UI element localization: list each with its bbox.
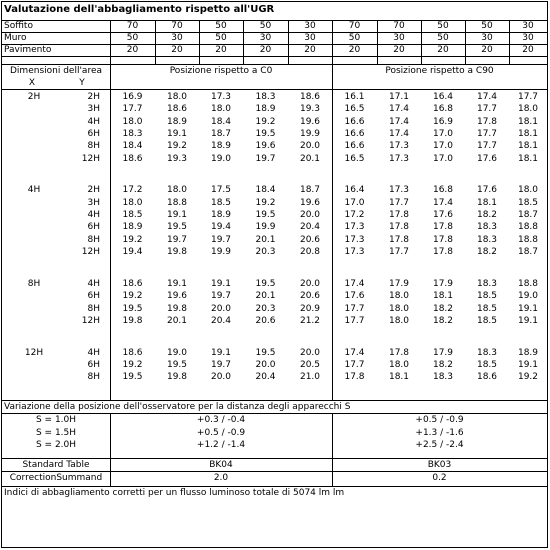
- ugr-value: 17.0: [432, 153, 454, 164]
- reflectance-value: 30: [304, 21, 316, 31]
- ugr-value: 16.5: [344, 153, 365, 164]
- ugr-value: 19.2: [255, 197, 276, 208]
- ugr-value: 19.1: [210, 278, 232, 289]
- ugr-value: 20.0: [210, 372, 232, 383]
- ugr-value: 18.9: [517, 347, 539, 358]
- ugr-value: 17.6: [476, 185, 498, 196]
- ugr-value: 18.5: [210, 197, 232, 208]
- ugr-value: 19.7: [210, 234, 232, 245]
- ugr-value: 20.3: [255, 303, 276, 314]
- standard-table-c0: BK04: [209, 460, 233, 470]
- ugr-value: 17.4: [344, 278, 365, 289]
- ugr-value: 17.3: [388, 185, 410, 196]
- ugr-value: 17.0: [432, 141, 454, 152]
- ugr-value: 17.8: [432, 222, 454, 233]
- ugr-value: 17.3: [344, 222, 365, 233]
- room-y-value: 4H: [87, 278, 100, 289]
- ugr-value: 18.4: [210, 116, 232, 127]
- ugr-value: 18.0: [388, 291, 410, 302]
- ugr-value: 18.0: [388, 315, 410, 326]
- ugr-value: 17.7: [476, 141, 498, 152]
- room-y-value: 6H: [87, 128, 100, 139]
- ugr-value: 18.1: [517, 141, 539, 152]
- ugr-value: 19.7: [210, 360, 232, 371]
- col-divider: [155, 20, 156, 64]
- ugr-value: 19.5: [122, 372, 143, 383]
- reflectance-value: 70: [126, 21, 139, 31]
- ugr-value: 19.2: [255, 116, 276, 127]
- ugr-value: 20.1: [255, 234, 276, 245]
- ugr-value: 18.2: [432, 360, 454, 371]
- reflectance-value: 20: [304, 45, 316, 55]
- room-y-value: 3H: [87, 197, 100, 208]
- ugr-value: 17.9: [388, 278, 410, 289]
- ugr-value: 17.0: [432, 128, 454, 139]
- ugr-value: 17.9: [432, 347, 454, 358]
- ugr-value: 16.6: [344, 128, 365, 139]
- ugr-value: 16.4: [344, 185, 365, 196]
- ugr-value: 17.8: [432, 234, 454, 245]
- ugr-value: 18.6: [122, 278, 143, 289]
- ugr-value: 18.8: [517, 234, 539, 245]
- spacing-label: S = 1.0H: [35, 415, 77, 425]
- ugr-value: 19.6: [299, 197, 321, 208]
- x-header: X: [28, 78, 36, 88]
- ugr-value: 18.2: [476, 246, 498, 257]
- col-divider: [332, 20, 333, 400]
- ugr-value: 19.9: [210, 246, 232, 257]
- ugr-value: 19.5: [255, 278, 276, 289]
- ugr-value: 18.3: [255, 92, 276, 102]
- reflectance-value: 20: [259, 45, 272, 55]
- ugr-value: 20.0: [210, 303, 232, 314]
- room-y-value: 6H: [87, 291, 100, 302]
- ugr-value: 20.1: [299, 153, 321, 164]
- room-y-value: 4H: [87, 210, 100, 221]
- ugr-value: 18.6: [122, 153, 143, 164]
- ugr-value: 17.7: [344, 303, 365, 314]
- col-divider: [288, 20, 289, 64]
- ugr-value: 17.3: [388, 153, 410, 164]
- ugr-value: 17.2: [122, 185, 143, 196]
- c0-variation: +0.5 / -0.9: [196, 427, 246, 438]
- col-divider: [509, 20, 510, 64]
- ugr-value: 18.9: [210, 210, 232, 221]
- ugr-value: 19.4: [210, 222, 232, 233]
- c90-header: Posizione rispetto a C90: [385, 66, 494, 76]
- header-divider: [2, 64, 547, 65]
- reflectance-value: 20: [215, 45, 227, 55]
- reflectance-label: Muro: [4, 33, 27, 43]
- ugr-value: 17.1: [388, 92, 410, 102]
- ugr-value: 19.1: [517, 315, 539, 326]
- ugr-value: 20.1: [255, 291, 276, 302]
- ugr-value: 20.3: [255, 246, 276, 257]
- spacing-label: S = 1.5H: [35, 427, 77, 438]
- ugr-value: 19.9: [255, 222, 276, 233]
- ugr-value: 18.6: [166, 104, 188, 115]
- ugr-value: 18.3: [476, 278, 498, 289]
- ugr-value: 17.8: [388, 347, 410, 358]
- ugr-value: 19.0: [517, 291, 539, 302]
- c90-variation: +1.3 / -1.6: [415, 427, 464, 438]
- col-divider: [243, 20, 244, 64]
- ugr-value: 16.4: [432, 92, 454, 102]
- room-y-value: 2H: [87, 92, 100, 102]
- ugr-value: 19.7: [255, 153, 276, 164]
- ugr-value: 19.0: [166, 347, 188, 358]
- ugr-value: 17.8: [388, 234, 410, 245]
- reflectance-value: 70: [393, 21, 405, 31]
- correction-c90: 0.2: [432, 473, 447, 483]
- ugr-value: 18.1: [517, 116, 539, 127]
- reflectance-value: 50: [215, 21, 227, 31]
- ugr-value: 19.1: [166, 210, 188, 221]
- c0-header: Posizione rispetto a C0: [169, 66, 273, 76]
- room-y-value: 12H: [81, 315, 100, 326]
- ugr-value: 16.8: [432, 185, 454, 196]
- ugr-value: 16.5: [344, 104, 365, 115]
- col-divider: [377, 20, 378, 64]
- col-divider: [465, 20, 466, 64]
- ugr-value: 17.6: [476, 153, 498, 164]
- correction-label: CorrectionSummand: [9, 473, 103, 483]
- room-y-value: 12H: [81, 153, 100, 164]
- ugr-value: 19.1: [166, 128, 188, 139]
- reflectance-value: 30: [304, 33, 316, 43]
- ugr-value: 17.7: [344, 360, 365, 371]
- c90-variation: +2.5 / -2.4: [415, 440, 464, 450]
- ugr-value: 17.3: [210, 92, 232, 102]
- ugr-value: 18.7: [517, 210, 539, 221]
- reflectance-value: 30: [393, 33, 405, 43]
- c0-variation: +1.2 / -1.4: [196, 440, 246, 450]
- ugr-value: 16.9: [432, 116, 454, 127]
- ugr-value: 19.9: [299, 128, 321, 139]
- room-y-value: 6H: [87, 360, 100, 371]
- ugr-value: 20.4: [299, 222, 321, 233]
- ugr-value: 18.3: [122, 128, 143, 139]
- ugr-value: 17.7: [476, 128, 498, 139]
- ugr-value: 20.6: [299, 291, 321, 302]
- ugr-value: 18.6: [122, 347, 143, 358]
- footer-note: Indici di abbagliamento corretti per un flusso luminoso totale di 5074 lm lm: [4, 488, 345, 498]
- room-y-value: 6H: [87, 222, 100, 233]
- ugr-value: 18.5: [476, 360, 498, 371]
- ugr-value: 19.1: [210, 347, 232, 358]
- ugr-value: 16.9: [122, 92, 143, 102]
- ugr-value: 17.4: [476, 92, 498, 102]
- ugr-value: 16.6: [344, 116, 365, 127]
- ugr-value: 19.6: [299, 116, 321, 127]
- room-y-value: 12H: [81, 246, 100, 257]
- ugr-value: 17.7: [122, 104, 143, 115]
- room-y-value: 8H: [87, 303, 100, 314]
- ugr-value: 17.4: [344, 347, 365, 358]
- ugr-value: 18.7: [517, 246, 539, 257]
- ugr-value: 18.4: [122, 141, 143, 152]
- room-y-value: 4H: [87, 347, 100, 358]
- room-y-value: 8H: [87, 141, 100, 152]
- ugr-value: 21.0: [299, 372, 321, 383]
- ugr-value: 18.0: [122, 116, 143, 127]
- reflectance-value: 20: [481, 45, 493, 55]
- c90-variation: +0.5 / -0.9: [415, 415, 464, 425]
- ugr-value: 18.9: [166, 116, 188, 127]
- ugr-value: 17.9: [432, 278, 454, 289]
- ugr-value: 17.8: [476, 116, 498, 127]
- c0-variation: +0.3 / -0.4: [196, 415, 246, 425]
- ugr-value: 18.4: [255, 185, 276, 196]
- ugr-value: 18.8: [517, 278, 539, 289]
- ugr-value: 19.1: [517, 360, 539, 371]
- ugr-value: 18.5: [476, 303, 498, 314]
- ugr-value: 17.5: [210, 185, 232, 196]
- ugr-value: 18.3: [476, 234, 498, 245]
- ugr-value: 19.5: [255, 210, 276, 221]
- ugr-value: 20.0: [255, 360, 276, 371]
- ugr-value: 20.8: [299, 246, 321, 257]
- ugr-value: 18.0: [388, 303, 410, 314]
- ugr-value: 17.6: [432, 210, 454, 221]
- ugr-value: 19.2: [122, 291, 143, 302]
- table-title: Valutazione dell'abbagliamento rispetto all'UGR: [4, 4, 275, 15]
- ugr-value: 18.0: [210, 104, 232, 115]
- ugr-value: 19.0: [210, 153, 232, 164]
- correction-c0: 2.0: [213, 473, 229, 483]
- ugr-value: 21.2: [299, 315, 321, 326]
- section-divider: [2, 486, 547, 487]
- y-header: Y: [79, 78, 85, 88]
- reflectance-value: 50: [481, 21, 493, 31]
- ugr-value: 19.6: [166, 291, 188, 302]
- ugr-value: 19.1: [166, 278, 188, 289]
- ugr-value: 20.1: [166, 315, 188, 326]
- ugr-value: 19.8: [166, 246, 188, 257]
- ugr-value: 17.7: [388, 246, 410, 257]
- spacing-label: S = 2.0H: [35, 440, 77, 450]
- ugr-value: 19.4: [122, 246, 143, 257]
- ugr-value: 18.0: [388, 360, 410, 371]
- ugr-value: 18.6: [299, 92, 321, 102]
- ugr-value: 19.5: [255, 128, 276, 139]
- ugr-value: 19.2: [122, 234, 143, 245]
- ugr-value: 18.1: [432, 291, 454, 302]
- ugr-value: 18.1: [476, 197, 498, 208]
- ugr-value: 18.8: [166, 197, 188, 208]
- ugr-value: 20.9: [299, 303, 321, 314]
- ugr-value: 19.5: [166, 222, 188, 233]
- reflectance-value: 50: [215, 33, 227, 43]
- room-y-value: 8H: [87, 372, 100, 383]
- reflectance-label: Pavimento: [4, 45, 52, 55]
- ugr-value: 17.6: [344, 291, 365, 302]
- room-x-value: 4H: [27, 185, 41, 196]
- ugr-value: 20.5: [299, 360, 321, 371]
- ugr-value: 20.6: [299, 234, 321, 245]
- room-size-header: Dimensioni dell'area: [10, 66, 102, 76]
- ugr-value: 19.2: [517, 372, 539, 383]
- col-divider: [421, 20, 422, 64]
- reflectance-label: Soffito: [4, 21, 33, 31]
- ugr-value: 18.0: [517, 104, 539, 115]
- reflectance-value: 20: [348, 45, 361, 55]
- reflectance-value: 30: [522, 33, 534, 43]
- ugr-value: 20.0: [299, 210, 321, 221]
- col-divider: [110, 20, 111, 400]
- header-divider: [2, 89, 547, 90]
- reflectance-value: 20: [437, 45, 449, 55]
- ugr-value: 17.4: [388, 128, 410, 139]
- ugr-value: 19.7: [210, 291, 232, 302]
- room-y-value: 4H: [87, 116, 100, 127]
- ugr-value: 20.4: [255, 372, 276, 383]
- ugr-value: 18.1: [517, 128, 539, 139]
- reflectance-value: 50: [437, 33, 449, 43]
- reflectance-value: 20: [522, 45, 534, 55]
- ugr-value: 17.4: [388, 104, 410, 115]
- reflectance-value: 20: [171, 45, 183, 55]
- room-x-value: 2H: [27, 92, 41, 102]
- ugr-value: 19.1: [517, 303, 539, 314]
- ugr-value: 18.5: [476, 291, 498, 302]
- ugr-value: 17.3: [344, 234, 365, 245]
- ugr-value: 17.2: [344, 210, 365, 221]
- ugr-value: 19.5: [166, 360, 188, 371]
- ugr-value: 16.6: [344, 141, 365, 152]
- ugr-value: 18.7: [210, 128, 232, 139]
- ugr-value: 18.1: [517, 153, 539, 164]
- standard-table-c90: BK03: [427, 460, 452, 470]
- ugr-value: 17.7: [344, 315, 365, 326]
- ugr-value: 18.9: [210, 141, 232, 152]
- room-y-value: 8H: [87, 234, 100, 245]
- ugr-value: 18.0: [166, 185, 188, 196]
- ugr-value: 16.8: [432, 104, 454, 115]
- ugr-value: 19.2: [122, 360, 143, 371]
- ugr-value: 17.8: [344, 372, 365, 383]
- room-x-value: 12H: [24, 347, 44, 358]
- ugr-value: 19.3: [299, 104, 321, 115]
- ugr-value: 17.7: [476, 104, 498, 115]
- ugr-value: 17.3: [388, 141, 410, 152]
- ugr-value: 17.8: [432, 246, 454, 257]
- ugr-value: 19.8: [166, 372, 188, 383]
- reflectance-value: 20: [126, 45, 139, 55]
- ugr-value: 18.5: [122, 210, 143, 221]
- ugr-value: 18.1: [388, 372, 410, 383]
- ugr-value: 19.8: [122, 315, 143, 326]
- ugr-value: 18.9: [122, 222, 143, 233]
- ugr-value: 18.2: [476, 210, 498, 221]
- ugr-value: 17.8: [388, 210, 410, 221]
- ugr-value: 18.6: [476, 372, 498, 383]
- reflectance-value: 50: [437, 21, 449, 31]
- ugr-value: 19.8: [166, 303, 188, 314]
- ugr-value: 18.2: [432, 303, 454, 314]
- room-y-value: 2H: [87, 185, 100, 196]
- ugr-value: 18.0: [122, 197, 143, 208]
- ugr-value: 18.0: [517, 185, 539, 196]
- ugr-value: 17.4: [432, 197, 454, 208]
- reflectance-value: 50: [126, 33, 139, 43]
- ugr-value: 19.5: [122, 303, 143, 314]
- ugr-value: 20.6: [255, 315, 276, 326]
- ugr-value: 18.2: [432, 315, 454, 326]
- ugr-value: 18.3: [432, 372, 454, 383]
- ugr-value: 20.0: [299, 278, 321, 289]
- ugr-value: 18.3: [476, 347, 498, 358]
- ugr-value: 19.6: [255, 141, 276, 152]
- ugr-value: 18.8: [517, 222, 539, 233]
- ugr-value: 19.5: [255, 347, 276, 358]
- ugr-value: 17.4: [388, 116, 410, 127]
- reflectance-value: 20: [393, 45, 405, 55]
- reflectance-value: 50: [259, 21, 272, 31]
- ugr-value: 17.7: [517, 92, 539, 102]
- reflectance-value: 30: [522, 21, 534, 31]
- ugr-value: 20.0: [299, 347, 321, 358]
- standard-table-label: Standard Table: [22, 460, 90, 470]
- reflectance-value: 50: [348, 33, 361, 43]
- ugr-value: 16.1: [344, 92, 365, 102]
- reflectance-value: 30: [171, 33, 183, 43]
- ugr-value: 17.0: [344, 197, 365, 208]
- ugr-value: 18.9: [255, 104, 276, 115]
- ugr-value: 20.4: [210, 315, 232, 326]
- ugr-value: 17.8: [388, 222, 410, 233]
- ugr-value: 17.7: [388, 197, 410, 208]
- reflectance-value: 70: [171, 21, 183, 31]
- ugr-value: 18.5: [517, 197, 539, 208]
- ugr-value: 18.7: [299, 185, 321, 196]
- ugr-table: [1, 1, 548, 548]
- ugr-value: 17.3: [344, 246, 365, 257]
- room-x-value: 8H: [27, 278, 41, 289]
- col-divider: [199, 20, 200, 64]
- ugr-value: 18.3: [476, 222, 498, 233]
- ugr-value: 18.0: [166, 92, 188, 102]
- room-y-value: 3H: [87, 104, 100, 115]
- ugr-value: 20.0: [299, 141, 321, 152]
- ugr-value: 18.5: [476, 315, 498, 326]
- reflectance-value: 30: [259, 33, 272, 43]
- variation-title: Variazione della posizione dell'osservatore per la distanza degli apparecchi S: [4, 402, 351, 412]
- reflectance-value: 30: [481, 33, 493, 43]
- ugr-value: 19.7: [166, 234, 188, 245]
- reflectance-value: 70: [348, 21, 361, 31]
- ugr-value: 19.2: [166, 141, 188, 152]
- ugr-value: 19.3: [166, 153, 188, 164]
